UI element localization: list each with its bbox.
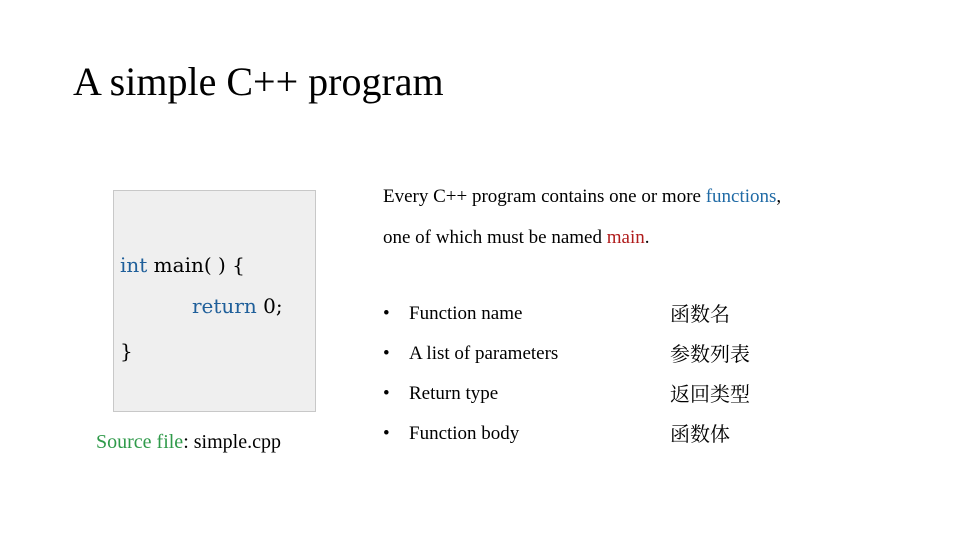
list-item-label: A list of parameters (409, 343, 559, 364)
functions-highlight: functions (705, 186, 777, 207)
list-item-label: Function name (409, 303, 523, 324)
function-parts-list (383, 302, 803, 462)
description-line-2 (383, 226, 649, 250)
description-line-1-text: Every C++ program contains one or more (383, 186, 706, 207)
list-item (383, 422, 803, 462)
source-file-caption (96, 428, 281, 456)
description-line-2-suffix: . (644, 227, 650, 248)
bullet-marker: • (383, 343, 390, 364)
main-highlight: main (606, 227, 645, 248)
bullet-marker: • (383, 423, 390, 444)
code-line-close-brace: } (120, 339, 133, 363)
bullet-marker: • (383, 303, 390, 324)
code-line-return (192, 292, 283, 320)
source-file-label: Source file (96, 431, 184, 453)
list-item-translation: 返回类型 (670, 382, 750, 406)
list-item-label: Return type (409, 383, 499, 404)
list-item-label: Function body (409, 423, 520, 444)
slide-title: A simple C++ program (73, 59, 444, 104)
code-keyword-int: int (120, 253, 148, 277)
source-file-name: simple.cpp (193, 431, 281, 453)
list-item (383, 382, 803, 422)
bullet-marker: • (383, 383, 390, 404)
code-return-value: 0; (256, 294, 283, 318)
list-item-translation: 函数名 (670, 302, 730, 326)
list-item (383, 342, 803, 382)
code-keyword-return: return (192, 294, 257, 318)
description-line-2-text: one of which must be named (383, 227, 607, 248)
description-line-1-suffix: , (776, 186, 782, 207)
code-main-signature: main( ) { (147, 253, 245, 277)
source-file-separator: : (183, 431, 194, 453)
list-item-translation: 函数体 (670, 422, 730, 446)
list-item (383, 302, 803, 342)
description-line-1 (383, 185, 781, 209)
list-item-translation: 参数列表 (670, 342, 750, 366)
code-line-main (120, 251, 245, 279)
